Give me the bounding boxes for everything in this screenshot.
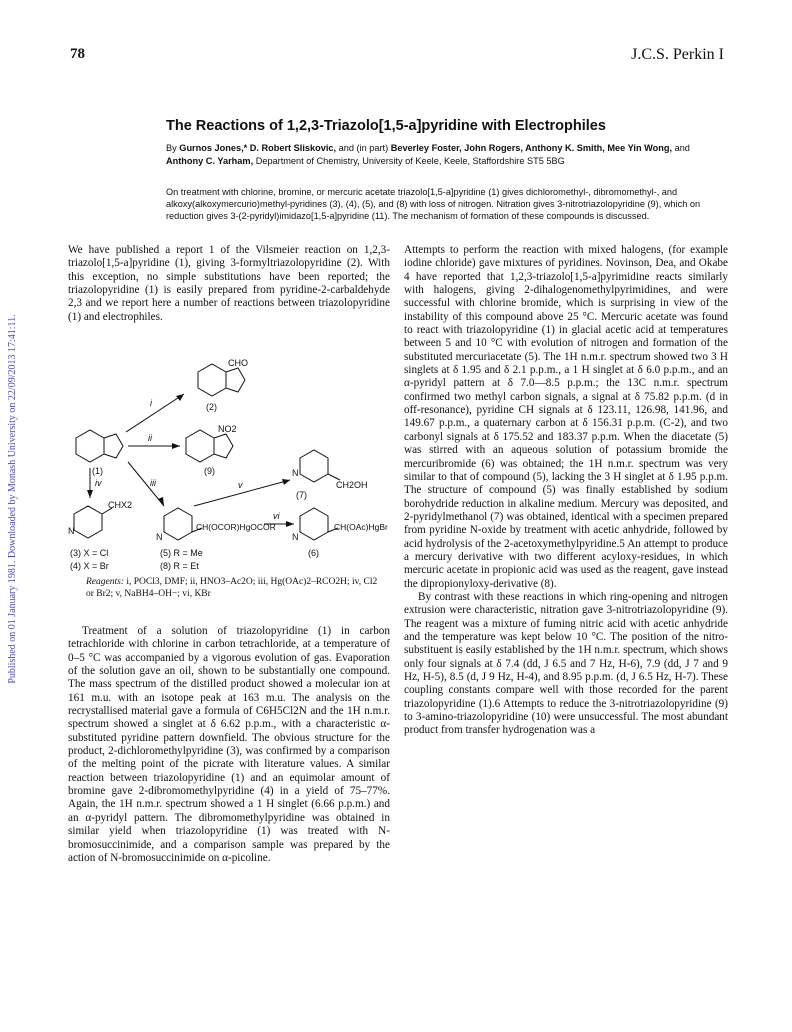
author-block — [166, 142, 728, 167]
arrow-label-vi: vi — [273, 511, 280, 521]
label-no2: NO2 — [218, 424, 237, 434]
paper-title: The Reactions of 1,2,3-Triazolo[1,5-a]pyridine with Electrophiles — [166, 118, 606, 134]
arrow-label-iii: iii — [150, 478, 156, 488]
treatment-paragraph: Treatment of a solution of triazolopyridine (1) in carbon tetrachloride with chlorine in carbon tetrachloride, at a temperature of 0–5 °C was accompanied by a vigorous evolution of gas. Evaporation of the solution gave an oil, shown to be substantially one compound. The mass spectrum of the distilled product showed a molecular ion at 161 m.u. with an isotope peak at 163 m.u. The analysis on the recrystallised material gave a formula of C6H5Cl2N and the 1H n.m.r. spectrum showed a singlet at δ 6.62 p.p.m., with a characteristic α-substituted pyridine pattern downfield. The obvious structure for the product, 2-dichloromethylpyridine (3), was confirmed by a comparison of the melting point of the picrate with literature values. A similar reaction between triazolopyridine (1) and an equimolar amount of bromine gave 2-dibromomethylpyridine (4) in a yield of 75–77%. Again, the 1H n.m.r. spectrum showed a 1 H singlet (6.66 p.p.m.) and an α-pyridyl pattern. The dibromomethylpyridine was obtained in similar yield when triazolopyridine (1) was treated with N-bromosuccinimide, and a comparison sample was prepared by the action of N-bromosuccinimide on α-picoline. — [68, 625, 390, 864]
reagents-label: Reagents: — [86, 577, 124, 587]
compound-number-9: (9) — [204, 466, 215, 476]
label-n-3: N — [68, 526, 75, 536]
main-authors: Gurnos Jones,* D. Robert Sliskovic, — [179, 143, 337, 153]
col1-body — [68, 625, 390, 865]
legend-r-me: (5) R = Me — [160, 548, 203, 558]
journal-name: J.C.S. Perkin I — [631, 46, 724, 63]
compound-number-2: (2) — [206, 402, 217, 412]
legend-x-cl: (3) X = Cl — [70, 548, 109, 558]
arrow-label-v: v — [238, 480, 243, 490]
compound-3-ring — [74, 506, 102, 538]
label-ch-hg: CH(OCOR)HgOCOR — [196, 522, 276, 532]
intro-text: We have published a report 1 of the Vilsmeier reaction on 1,2,3-triazolo[1,5-a]pyridine (1), giving 3-formyltriazolopyridine (2). With this exception, no simple substitutions have been reported; the triazolopyridine (1) is easily prepared from pyridine-2-carbaldehyde 2,3 and we report here a number of reactions between triazolopyridine (1) and electrophiles. — [68, 244, 390, 323]
abstract: On treatment with chlorine, bromine, or mercuric acetate triazolo[1,5-a]pyridine (1) gives dichloromethyl-, dibromomethyl-, and alkoxy(alkoxymercurio)methyl-pyridines (3), (4), (5), and (8) with loss of nitrogen. Nitration gives 3-nitrotriazolopyridine (9), which on reduction gives 3-(2-pyridyl)imidazo[1,5-a]pyridine (11). The mechanism of formation of these compounds is discussed. — [166, 187, 701, 222]
compound-9-triazole — [214, 434, 233, 458]
arrow-label-ii: ii — [148, 433, 152, 443]
compound-2-triazole — [226, 368, 245, 392]
in-part-label: and (in part) — [338, 143, 389, 153]
label-cho: CHO — [228, 358, 248, 368]
arrow-label-i: i — [150, 398, 152, 408]
last-author: Anthony C. Yarham, — [166, 155, 254, 166]
compound-9-ring — [186, 430, 214, 462]
compound-number-1: (1) — [92, 466, 103, 476]
label-ch2oh: CH2OH — [336, 480, 368, 490]
download-watermark: Published on 01 January 1981. Downloaded by Monash University on 22/09/2013 17:41:11. — [7, 314, 18, 684]
label-ch-hgbr: CH(OAc)HgBr — [334, 522, 388, 532]
page-number: 78 — [70, 46, 85, 62]
arrow-i — [126, 394, 184, 432]
compound-number-6: (6) — [308, 548, 319, 558]
reaction-scheme — [68, 352, 398, 574]
partial-authors: Beverley Foster, John Rogers, Anthony K. Smith, Mee Yin Wong, — [390, 143, 673, 153]
label-chx2: CHX2 — [108, 500, 133, 510]
legend-x-br: (4) X = Br — [70, 561, 109, 571]
contrast-paragraph: By contrast with these reactions in which ring-opening and nitrogen extrusion were characteristic, nitration gave 3-nitrotriazolopyridine (9). The reagent was a mixture of fuming nitric acid with acetic anhydride and the temperature was kept below 10 °C. The position of the nitro-substituent is easily established by the 1H n.m.r. spectrum, which shows only four signals at δ 7.4 (dd, J 6.5 and 7 Hz, H-6), 7.9 (dd, J 7 and 9 Hz, H-5), 8.5 (d, J 9 Hz, H-4), and 8.95 p.p.m. (d, J 6.5 Hz, H-7). These coupling constants compare well with those recorded for the parent triazolopyridine (1).6 Attempts to reduce the 3-nitrotriazolopyridine (9) to 3-amino-triazolopyridine (10) were unsuccessful. The most abundant product from transfer hydrogenation was a — [404, 590, 728, 737]
label-n-7: N — [292, 468, 299, 478]
label-n-5: N — [156, 532, 163, 542]
reagents-caption — [86, 577, 386, 600]
affiliation: Department of Chemistry, University of Keele, Keele, Staffordshire ST5 5BG — [255, 155, 565, 166]
compound-5-ring — [164, 508, 192, 540]
col2-body — [404, 244, 728, 738]
compound-1-triazole — [104, 434, 123, 458]
and-label: and — [674, 143, 690, 153]
arrow-label-iv: iv — [95, 478, 102, 488]
reagents-text: i, POCl3, DMF; ii, HNO3–Ac2O; iii, Hg(OAc)2–RCO2H; iv, Cl2 or Br2; v, NaBH4–OH−; vi, KBr — [86, 577, 378, 599]
label-n-6: N — [292, 532, 299, 542]
compound-2-ring — [198, 364, 226, 396]
compound-number-7: (7) — [296, 490, 307, 500]
compound-6-ring — [300, 508, 328, 540]
by-label: By — [166, 143, 177, 153]
compound-7-ring — [300, 450, 328, 482]
compound-1-ring — [76, 430, 104, 462]
attempts-paragraph: Attempts to perform the reaction with mixed halogens, (for example iodine chloride) gave mixtures of pyridines. Novinson, Dea, and Okabe 4 have reported that 1,2,3-triazolo[1,5-a]pyrimidine reacts similarly with halogens, giving 2-dihalogenomethylpyrimidines, and were successful with chlorine bromide, which is surprising in view of the instability of this compound above 25 °C. Mercuric acetate was found to react with triazolopyridine (1) in glacial acetic acid at temperatures between 5 and 10 °C with evolution of nitrogen and formation of the substituted mercuriacetate (5). The 1H n.m.r. spectrum showed two 3 H singlets at δ 1.95 and δ 2.1 p.p.m., a 1 H singlet at δ 6.0 p.p.m., and an α-pyridyl pattern at δ 7.0—8.5 p.p.m.; the 13C n.m.r. spectrum confirmed two methyl carbon signals, a signal at δ 75.82 p.p.m. (d in off-resonance), pyridine CH signals at δ 123.11, 126.98, 141.96, and 149.67 p.p.m., a quaternary carbon at δ 156.31 p.p.m. (C-2), and two carbonyl signals at δ 175.52 and 183.37 p.p.m. When the diacetate (5) was stirred with an aqueous solution of potassium bromide the mercuribromide (6) was obtained; the 1H n.m.r. spectrum was very similar to that of compound (5), lacking the 3 H singlet at δ 1.95 p.p.m. The structure of compound (5) was finally established by sodium borohydride reduction in alkaline medium. Mercury was deposited, and 2-pyridylmethanol (7) was obtained, identical with a specimen prepared from pyridine N-oxide by treatment with acetic anhydride, followed by acid hydrolysis of the 2-acetoxymethylpyridine.5 An attempt to produce a mercury derivative with two different acyloxy-residues, in which mercuric acetate in propionic acid was used as the reagent, gave instead the dipropionyloxy-derivative (8). — [404, 244, 728, 590]
intro-paragraph — [68, 244, 390, 324]
legend-r-et: (8) R = Et — [160, 561, 199, 571]
